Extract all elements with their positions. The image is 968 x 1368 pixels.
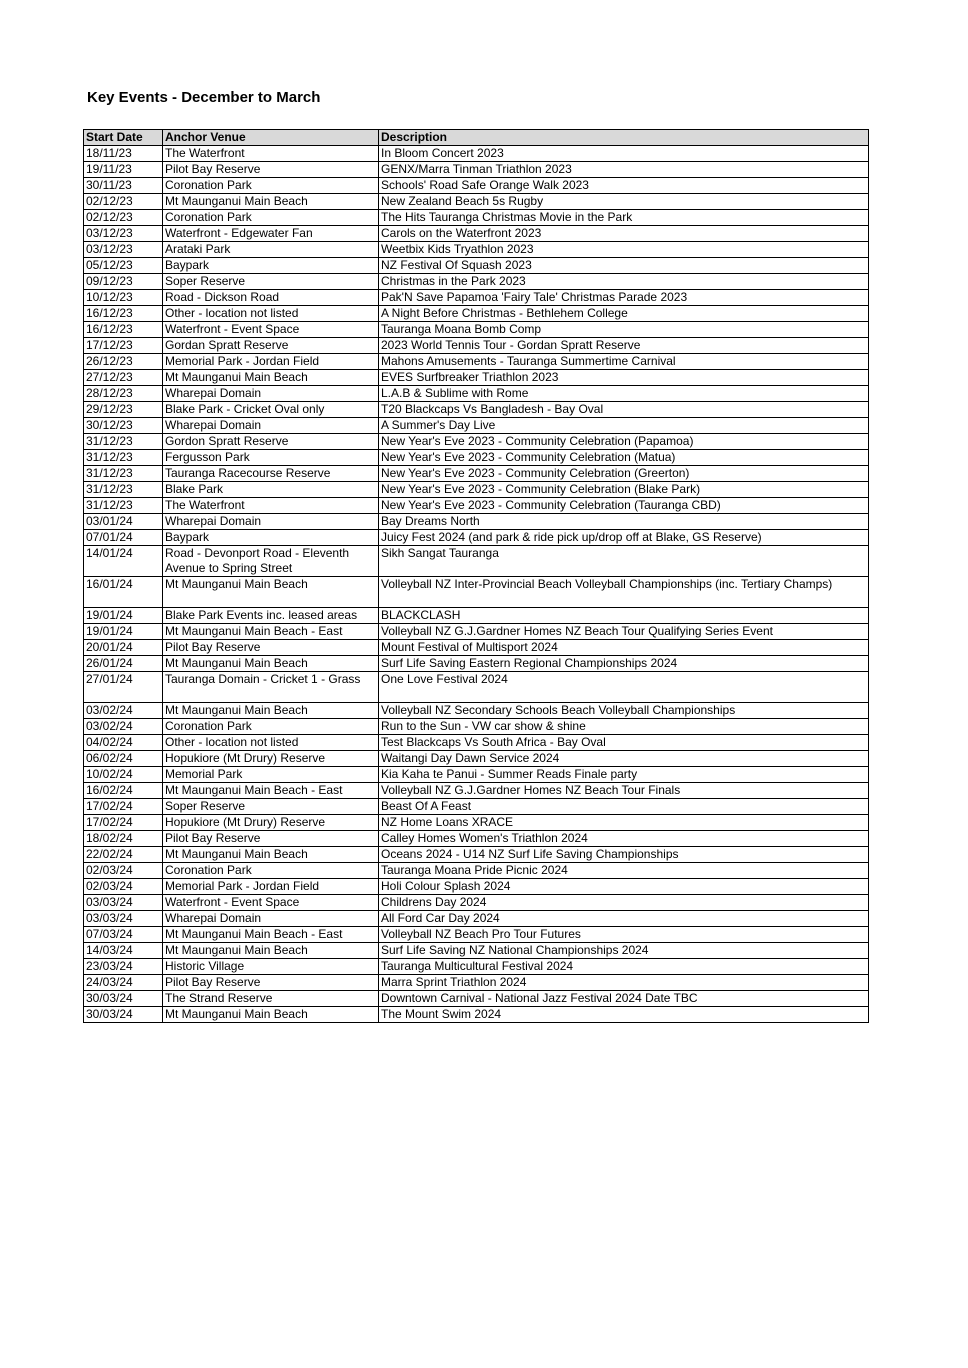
description-cell: Tauranga Moana Pride Picnic 2024 (379, 863, 869, 879)
start-date-cell: 19/01/24 (84, 624, 163, 640)
table-row (84, 450, 869, 466)
table-row (84, 546, 869, 577)
description-cell: Waitangi Day Dawn Service 2024 (379, 751, 869, 767)
anchor-venue-cell: Blake Park - Cricket Oval only (163, 402, 379, 418)
start-date-cell: 03/03/24 (84, 911, 163, 927)
start-date-cell: 18/02/24 (84, 831, 163, 847)
description-cell: Juicy Fest 2024 (and park & ride pick up/drop off at Blake, GS Reserve) (379, 530, 869, 546)
start-date-cell: 09/12/23 (84, 274, 163, 290)
anchor-venue-cell: Blake Park Events inc. leased areas (163, 608, 379, 624)
anchor-venue-cell: Mt Maunganui Main Beach (163, 847, 379, 863)
anchor-venue-cell: Road - Devonport Road - Eleventh Avenue to Spring Street (163, 546, 379, 577)
description-cell: GENX/Marra Tinman Triathlon 2023 (379, 162, 869, 178)
anchor-venue-cell: Tauranga Domain - Cricket 1 - Grass (163, 672, 379, 703)
start-date-cell: 31/12/23 (84, 466, 163, 482)
anchor-venue-cell: Coronation Park (163, 178, 379, 194)
table-row (84, 434, 869, 450)
anchor-venue-cell: Soper Reserve (163, 274, 379, 290)
table-row (84, 703, 869, 719)
anchor-venue-cell: Pilot Bay Reserve (163, 975, 379, 991)
start-date-cell: 30/11/23 (84, 178, 163, 194)
start-date-cell: 02/03/24 (84, 879, 163, 895)
start-date-cell: 17/02/24 (84, 815, 163, 831)
table-row (84, 751, 869, 767)
anchor-venue-cell: Gordan Spratt Reserve (163, 338, 379, 354)
description-cell: Volleyball NZ Inter-Provincial Beach Volleyball Championships (inc. Tertiary Champs) (379, 577, 869, 608)
anchor-venue-cell: Soper Reserve (163, 799, 379, 815)
start-date-cell: 24/03/24 (84, 975, 163, 991)
anchor-venue-cell: Wharepai Domain (163, 514, 379, 530)
table-row (84, 514, 869, 530)
description-cell: Bay Dreams North (379, 514, 869, 530)
table-row (84, 194, 869, 210)
table-row (84, 624, 869, 640)
start-date-cell: 06/02/24 (84, 751, 163, 767)
anchor-venue-cell: Wharepai Domain (163, 418, 379, 434)
table-row (84, 322, 869, 338)
table-row (84, 402, 869, 418)
start-date-cell: 16/12/23 (84, 306, 163, 322)
table-row (84, 927, 869, 943)
start-date-cell: 14/01/24 (84, 546, 163, 577)
description-cell: Surf Life Saving Eastern Regional Championships 2024 (379, 656, 869, 672)
start-date-cell: 03/02/24 (84, 719, 163, 735)
description-cell: Marra Sprint Triathlon 2024 (379, 975, 869, 991)
description-cell: Mount Festival of Multisport 2024 (379, 640, 869, 656)
anchor-venue-cell: Other - location not listed (163, 306, 379, 322)
description-cell: Beast Of A Feast (379, 799, 869, 815)
start-date-cell: 07/01/24 (84, 530, 163, 546)
anchor-venue-cell: Baypark (163, 258, 379, 274)
start-date-cell: 30/12/23 (84, 418, 163, 434)
table-row (84, 258, 869, 274)
anchor-venue-cell: The Strand Reserve (163, 991, 379, 1007)
start-date-cell: 10/02/24 (84, 767, 163, 783)
description-cell: L.A.B & Sublime with Rome (379, 386, 869, 402)
description-cell: Run to the Sun - VW car show & shine (379, 719, 869, 735)
anchor-venue-cell: Mt Maunganui Main Beach - East (163, 783, 379, 799)
description-cell: Oceans 2024 - U14 NZ Surf Life Saving Championships (379, 847, 869, 863)
description-cell: Calley Homes Women's Triathlon 2024 (379, 831, 869, 847)
description-cell: Tauranga Moana Bomb Comp (379, 322, 869, 338)
start-date-cell: 16/12/23 (84, 322, 163, 338)
description-cell: New Zealand Beach 5s Rugby (379, 194, 869, 210)
table-row (84, 386, 869, 402)
anchor-venue-cell: Mt Maunganui Main Beach - East (163, 927, 379, 943)
anchor-venue-cell: Baypark (163, 530, 379, 546)
anchor-venue-cell: Mt Maunganui Main Beach (163, 370, 379, 386)
table-row (84, 290, 869, 306)
description-cell: BLACKCLASH (379, 608, 869, 624)
events-table (83, 129, 869, 1023)
anchor-venue-cell: Mt Maunganui Main Beach (163, 577, 379, 608)
anchor-venue-cell: Mt Maunganui Main Beach (163, 703, 379, 719)
table-row (84, 530, 869, 546)
description-cell: T20 Blackcaps Vs Bangladesh - Bay Oval (379, 402, 869, 418)
description-cell: Childrens Day 2024 (379, 895, 869, 911)
start-date-cell: 19/11/23 (84, 162, 163, 178)
description-cell: 2023 World Tennis Tour - Gordan Spratt Reserve (379, 338, 869, 354)
table-row (84, 991, 869, 1007)
anchor-venue-cell: Historic Village (163, 959, 379, 975)
description-cell: Mahons Amusements - Tauranga Summertime Carnival (379, 354, 869, 370)
anchor-venue-cell: Tauranga Racecourse Reserve (163, 466, 379, 482)
anchor-venue-cell: Waterfront - Event Space (163, 895, 379, 911)
table-row (84, 577, 869, 608)
table-row (84, 274, 869, 290)
description-cell: EVES Surfbreaker Triathlon 2023 (379, 370, 869, 386)
anchor-venue-cell: Pilot Bay Reserve (163, 162, 379, 178)
start-date-cell: 27/12/23 (84, 370, 163, 386)
table-row (84, 656, 869, 672)
description-cell: New Year's Eve 2023 - Community Celebration (Papamoa) (379, 434, 869, 450)
start-date-cell: 26/01/24 (84, 656, 163, 672)
start-date-cell: 31/12/23 (84, 498, 163, 514)
table-row (84, 466, 869, 482)
anchor-venue-cell: Wharepai Domain (163, 386, 379, 402)
anchor-venue-cell: Mt Maunganui Main Beach - East (163, 624, 379, 640)
table-row (84, 863, 869, 879)
start-date-cell: 04/02/24 (84, 735, 163, 751)
anchor-venue-cell: Mt Maunganui Main Beach (163, 1007, 379, 1023)
description-cell: Volleyball NZ G.J.Gardner Homes NZ Beach Tour Finals (379, 783, 869, 799)
anchor-venue-cell: Memorial Park - Jordan Field (163, 879, 379, 895)
start-date-cell: 02/12/23 (84, 210, 163, 226)
start-date-cell: 27/01/24 (84, 672, 163, 703)
description-cell: Downtown Carnival - National Jazz Festival 2024 Date TBC (379, 991, 869, 1007)
description-cell: Sikh Sangat Tauranga (379, 546, 869, 577)
anchor-venue-cell: Gordon Spratt Reserve (163, 434, 379, 450)
table-row (84, 498, 869, 514)
description-cell: A Night Before Christmas - Bethlehem College (379, 306, 869, 322)
anchor-venue-cell: The Waterfront (163, 146, 379, 162)
description-cell: Kia Kaha te Panui - Summer Reads Finale party (379, 767, 869, 783)
anchor-venue-cell: Pilot Bay Reserve (163, 640, 379, 656)
description-cell: Surf Life Saving NZ National Championships 2024 (379, 943, 869, 959)
column-header-anchor-venue: Anchor Venue (163, 130, 379, 146)
table-row (84, 847, 869, 863)
table-row (84, 975, 869, 991)
description-cell: One Love Festival 2024 (379, 672, 869, 703)
start-date-cell: 17/12/23 (84, 338, 163, 354)
start-date-cell: 28/12/23 (84, 386, 163, 402)
table-row (84, 1007, 869, 1023)
table-row (84, 418, 869, 434)
table-row (84, 242, 869, 258)
start-date-cell: 23/03/24 (84, 959, 163, 975)
table-row (84, 799, 869, 815)
events-table-body (84, 146, 869, 1023)
start-date-cell: 19/01/24 (84, 608, 163, 624)
start-date-cell: 31/12/23 (84, 450, 163, 466)
description-cell: Christmas in the Park 2023 (379, 274, 869, 290)
start-date-cell: 07/03/24 (84, 927, 163, 943)
table-row (84, 210, 869, 226)
description-cell: New Year's Eve 2023 - Community Celebration (Tauranga CBD) (379, 498, 869, 514)
table-row (84, 338, 869, 354)
anchor-venue-cell: Blake Park (163, 482, 379, 498)
description-cell: Volleyball NZ Secondary Schools Beach Volleyball Championships (379, 703, 869, 719)
table-row (84, 672, 869, 703)
anchor-venue-cell: Fergusson Park (163, 450, 379, 466)
anchor-venue-cell: Other - location not listed (163, 735, 379, 751)
anchor-venue-cell: Coronation Park (163, 719, 379, 735)
anchor-venue-cell: Mt Maunganui Main Beach (163, 194, 379, 210)
table-header-row (84, 130, 869, 146)
description-cell: Tauranga Multicultural Festival 2024 (379, 959, 869, 975)
anchor-venue-cell: Coronation Park (163, 210, 379, 226)
start-date-cell: 16/02/24 (84, 783, 163, 799)
table-row (84, 815, 869, 831)
table-row (84, 719, 869, 735)
start-date-cell: 03/12/23 (84, 226, 163, 242)
description-cell: NZ Festival Of Squash 2023 (379, 258, 869, 274)
start-date-cell: 03/03/24 (84, 895, 163, 911)
page-title: Key Events - December to March (87, 89, 321, 106)
anchor-venue-cell: The Waterfront (163, 498, 379, 514)
start-date-cell: 20/01/24 (84, 640, 163, 656)
start-date-cell: 14/03/24 (84, 943, 163, 959)
table-row (84, 767, 869, 783)
start-date-cell: 02/03/24 (84, 863, 163, 879)
table-row (84, 735, 869, 751)
table-row (84, 640, 869, 656)
description-cell: The Mount Swim 2024 (379, 1007, 869, 1023)
table-row (84, 482, 869, 498)
table-row (84, 354, 869, 370)
table-row (84, 146, 869, 162)
anchor-venue-cell: Memorial Park - Jordan Field (163, 354, 379, 370)
table-row (84, 911, 869, 927)
start-date-cell: 26/12/23 (84, 354, 163, 370)
start-date-cell: 30/03/24 (84, 1007, 163, 1023)
description-cell: All Ford Car Day 2024 (379, 911, 869, 927)
description-cell: Carols on the Waterfront 2023 (379, 226, 869, 242)
start-date-cell: 22/02/24 (84, 847, 163, 863)
anchor-venue-cell: Waterfront - Edgewater Fan (163, 226, 379, 242)
anchor-venue-cell: Hopukiore (Mt Drury) Reserve (163, 815, 379, 831)
table-row (84, 608, 869, 624)
anchor-venue-cell: Waterfront - Event Space (163, 322, 379, 338)
start-date-cell: 02/12/23 (84, 194, 163, 210)
description-cell: New Year's Eve 2023 - Community Celebration (Greerton) (379, 466, 869, 482)
anchor-venue-cell: Hopukiore (Mt Drury) Reserve (163, 751, 379, 767)
description-cell: NZ Home Loans XRACE (379, 815, 869, 831)
description-cell: Schools' Road Safe Orange Walk 2023 (379, 178, 869, 194)
table-row (84, 895, 869, 911)
start-date-cell: 03/01/24 (84, 514, 163, 530)
description-cell: In Bloom Concert 2023 (379, 146, 869, 162)
start-date-cell: 30/03/24 (84, 991, 163, 1007)
start-date-cell: 05/12/23 (84, 258, 163, 274)
description-cell: Weetbix Kids Tryathlon 2023 (379, 242, 869, 258)
anchor-venue-cell: Road - Dickson Road (163, 290, 379, 306)
table-row (84, 370, 869, 386)
start-date-cell: 29/12/23 (84, 402, 163, 418)
description-cell: Volleyball NZ Beach Pro Tour Futures (379, 927, 869, 943)
description-cell: A Summer's Day Live (379, 418, 869, 434)
anchor-venue-cell: Pilot Bay Reserve (163, 831, 379, 847)
description-cell: Volleyball NZ G.J.Gardner Homes NZ Beach Tour Qualifying Series Event (379, 624, 869, 640)
anchor-venue-cell: Wharepai Domain (163, 911, 379, 927)
description-cell: Test Blackcaps Vs South Africa - Bay Oval (379, 735, 869, 751)
table-row (84, 306, 869, 322)
start-date-cell: 17/02/24 (84, 799, 163, 815)
table-row (84, 831, 869, 847)
description-cell: Pak'N Save Papamoa 'Fairy Tale' Christmas Parade 2023 (379, 290, 869, 306)
start-date-cell: 16/01/24 (84, 577, 163, 608)
table-row (84, 226, 869, 242)
description-cell: New Year's Eve 2023 - Community Celebration (Matua) (379, 450, 869, 466)
table-row (84, 178, 869, 194)
start-date-cell: 03/02/24 (84, 703, 163, 719)
table-row (84, 959, 869, 975)
table-row (84, 943, 869, 959)
anchor-venue-cell: Arataki Park (163, 242, 379, 258)
start-date-cell: 10/12/23 (84, 290, 163, 306)
anchor-venue-cell: Memorial Park (163, 767, 379, 783)
column-header-start-date: Start Date (84, 130, 163, 146)
start-date-cell: 31/12/23 (84, 434, 163, 450)
description-cell: Holi Colour Splash 2024 (379, 879, 869, 895)
anchor-venue-cell: Mt Maunganui Main Beach (163, 943, 379, 959)
start-date-cell: 03/12/23 (84, 242, 163, 258)
anchor-venue-cell: Mt Maunganui Main Beach (163, 656, 379, 672)
table-row (84, 162, 869, 178)
description-cell: New Year's Eve 2023 - Community Celebration (Blake Park) (379, 482, 869, 498)
anchor-venue-cell: Coronation Park (163, 863, 379, 879)
table-row (84, 879, 869, 895)
table-row (84, 783, 869, 799)
description-cell: The Hits Tauranga Christmas Movie in the Park (379, 210, 869, 226)
column-header-description: Description (379, 130, 869, 146)
start-date-cell: 18/11/23 (84, 146, 163, 162)
start-date-cell: 31/12/23 (84, 482, 163, 498)
